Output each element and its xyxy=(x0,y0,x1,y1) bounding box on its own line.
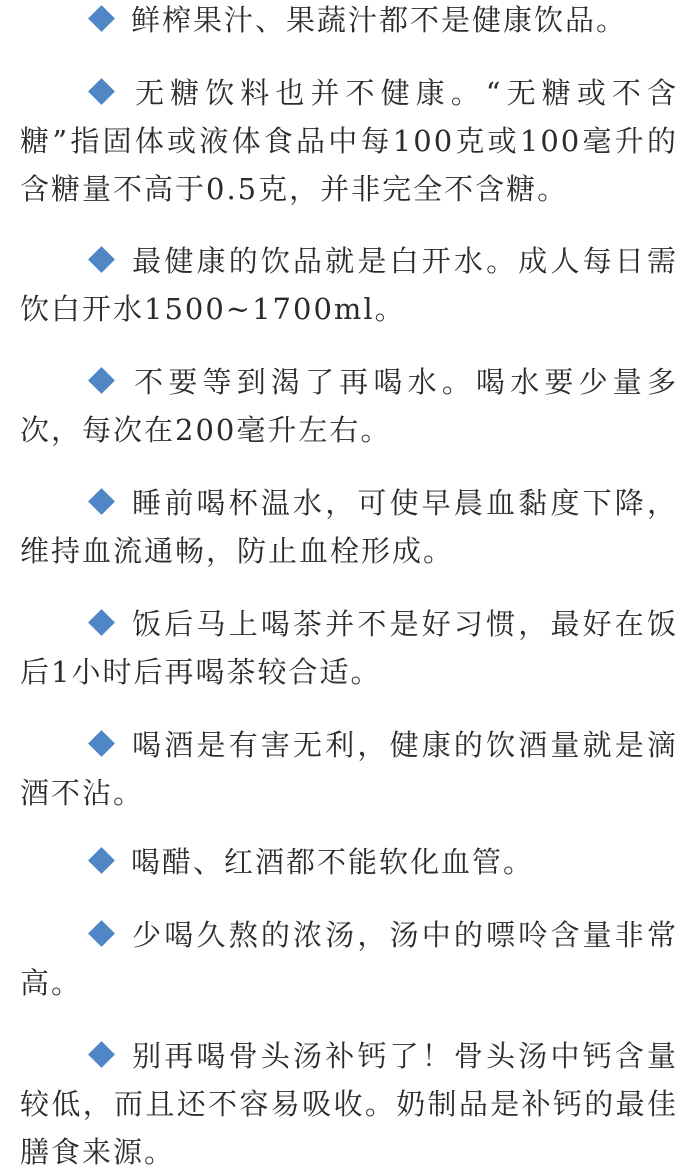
tip-paragraph xyxy=(20,237,678,333)
tip-text: 饭后马上喝茶并不是好习惯，最好在饭后1小时后再喝茶较合适。 xyxy=(20,607,678,689)
tip-paragraph xyxy=(20,1032,678,1176)
tip-paragraph xyxy=(20,911,678,1007)
diamond-icon xyxy=(88,488,115,515)
tip-paragraph xyxy=(20,69,678,213)
diamond-icon xyxy=(88,847,115,874)
diamond-icon xyxy=(88,246,115,273)
tip-text: 少喝久熬的浓汤，汤中的嘌呤含量非常高。 xyxy=(20,918,678,1000)
tip-text: 喝醋、红酒都不能软化血管。 xyxy=(131,845,535,879)
tip-paragraph xyxy=(20,479,678,575)
tip-paragraph xyxy=(20,838,534,886)
tip-text: 最健康的饮品就是白开水。成人每日需饮白开水1500~1700ml。 xyxy=(20,244,678,326)
tip-text: 睡前喝杯温水，可使早晨血黏度下降，维持血流通畅，防止血栓形成。 xyxy=(20,486,678,568)
tip-paragraph xyxy=(20,358,678,454)
tip-text: 别再喝骨头汤补钙了！骨头汤中钙含量较低，而且还不容易吸收。奶制品是补钙的最佳膳食来源。 xyxy=(20,1039,678,1169)
diamond-icon xyxy=(88,5,115,32)
tip-text: 不要等到渴了再喝水。喝水要少量多次，每次在200毫升左右。 xyxy=(20,365,678,447)
tip-text: 喝酒是有害无利，健康的饮酒量就是滴酒不沾。 xyxy=(20,728,678,810)
tip-paragraph xyxy=(20,0,627,44)
diamond-icon xyxy=(88,920,115,947)
tip-paragraph xyxy=(20,600,678,696)
tip-text: 无糖饮料也并不健康。“无糖或不含糖”指固体或液体食品中每100克或100毫升的含糖量不高于0.5克，并非完全不含糖。 xyxy=(20,76,678,206)
tip-text: 鲜榨果汁、果蔬汁都不是健康饮品。 xyxy=(131,3,628,37)
diamond-icon xyxy=(88,730,115,757)
diamond-icon xyxy=(88,78,115,105)
diamond-icon xyxy=(88,1041,115,1068)
tip-paragraph xyxy=(20,721,678,817)
diamond-icon xyxy=(88,367,115,394)
diamond-icon xyxy=(88,609,115,636)
